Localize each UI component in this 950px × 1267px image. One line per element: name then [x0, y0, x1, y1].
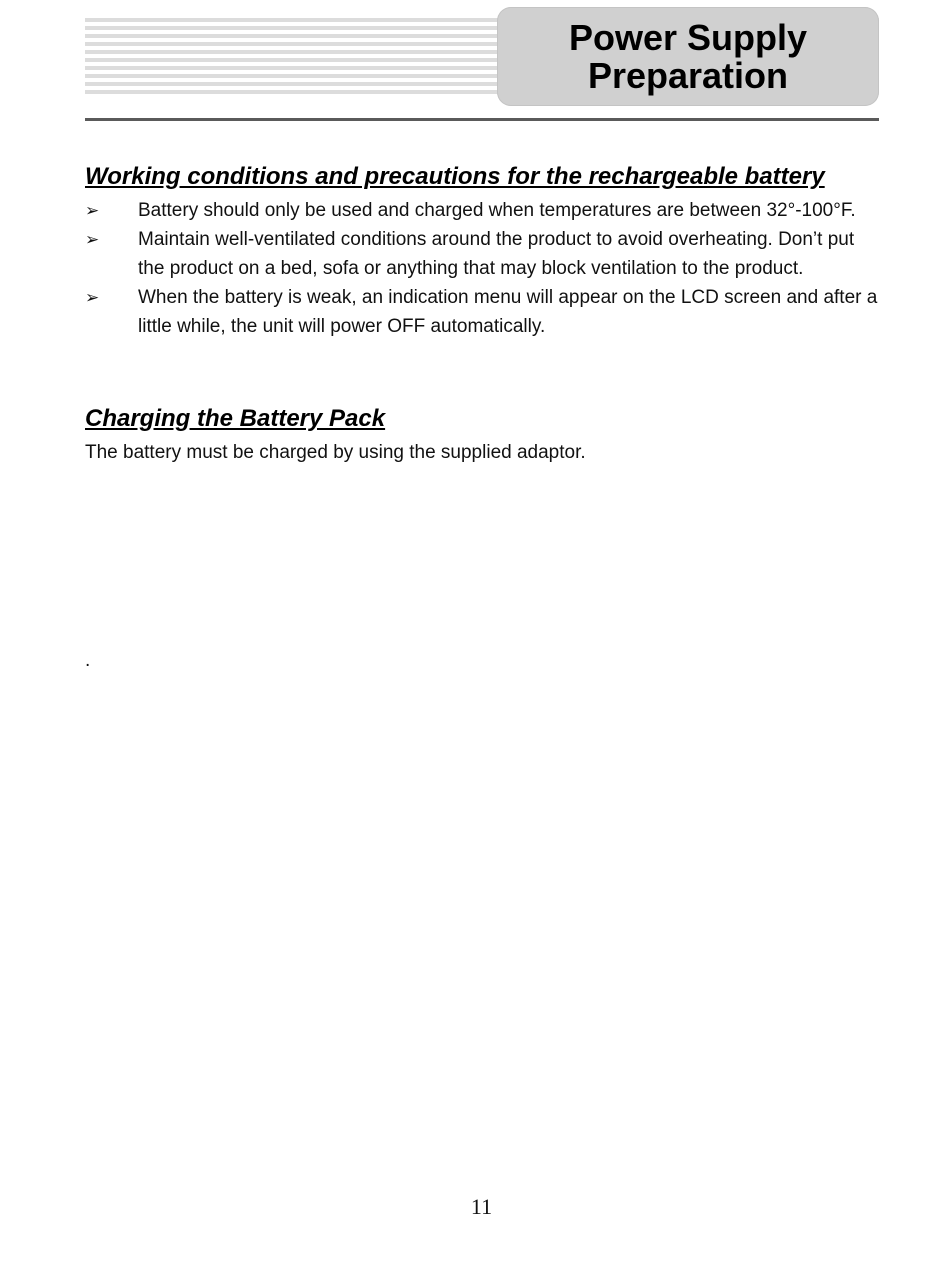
charging-instructions: The battery must be charged by using the supplied adaptor. — [85, 442, 586, 463]
page-title — [568, 16, 808, 96]
title-banner — [497, 7, 879, 106]
page-title-line-2: Preparation — [587, 54, 789, 96]
list-item — [85, 225, 885, 283]
precautions-list — [85, 196, 885, 341]
list-item — [85, 196, 885, 225]
list-item-text: Maintain well-ventilated conditions around the product to avoid overheating. Don’t put the product on a bed, sofa or anything that may block ventilation to the product. — [138, 229, 855, 279]
arrowhead-bullet-icon: ➢ — [85, 288, 100, 307]
section-heading-battery-precautions: Working conditions and precautions for the rechargeable battery — [85, 163, 825, 190]
list-item — [85, 283, 885, 341]
page-number: 11 — [470, 1194, 493, 1219]
arrowhead-bullet-icon: ➢ — [85, 230, 100, 249]
header-divider — [85, 118, 879, 121]
section-heading-charging: Charging the Battery Pack — [85, 405, 386, 432]
header-stripes — [85, 18, 505, 96]
stray-period: . — [85, 650, 91, 671]
arrowhead-bullet-icon: ➢ — [85, 201, 100, 220]
list-item-text: Battery should only be used and charged when temperatures are between 32°-100°F. — [138, 200, 856, 221]
list-item-text: When the battery is weak, an indication menu will appear on the LCD screen and after a little while, the unit will power OFF automatically. — [138, 287, 878, 337]
page-title-line-1: Power Supply — [568, 16, 808, 58]
